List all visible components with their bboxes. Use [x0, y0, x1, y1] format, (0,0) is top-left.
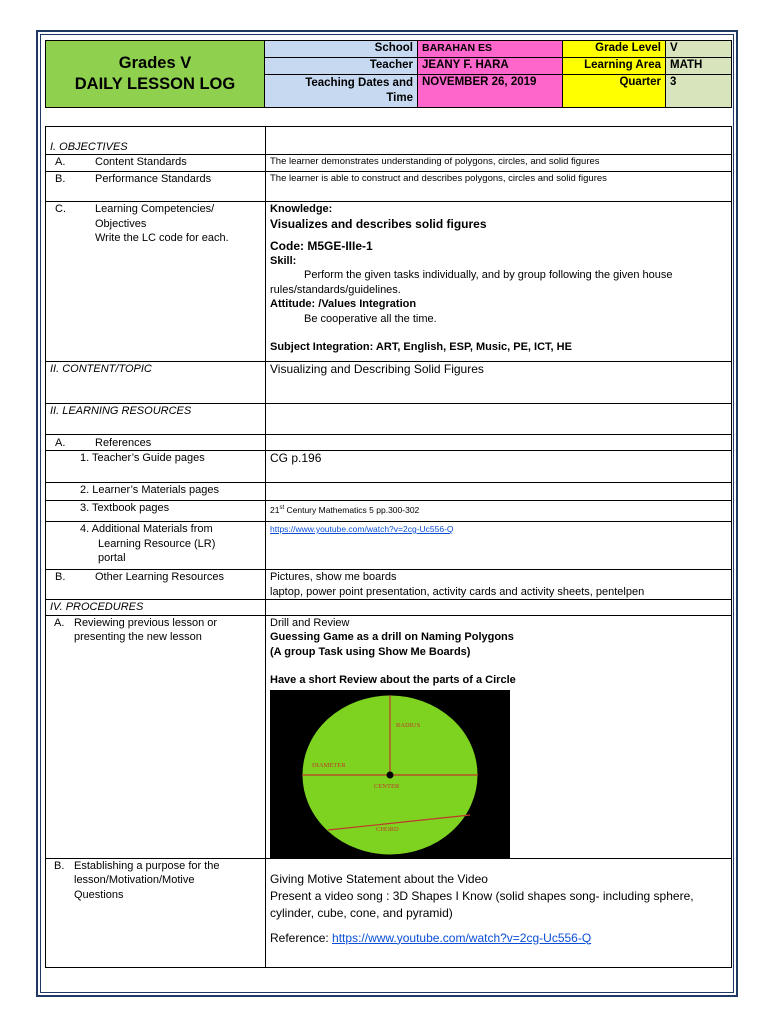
title-grade: Grades V [118, 54, 192, 72]
title-daily-lesson-log: DAILY LESSON LOG [74, 75, 236, 93]
procedures-heading: IV. PROCEDURES [46, 600, 266, 616]
learning-resources-heading: II. LEARNING RESOURCES [46, 404, 266, 435]
learners-materials-empty [266, 483, 732, 501]
objectives-heading: I. OBJECTIVES [46, 127, 266, 155]
quarter-value: 3 [666, 75, 732, 108]
learning-area-value: MATH [666, 58, 732, 75]
attitude-label: Attitude: /Values Integration [270, 298, 417, 310]
lc-code: Code: M5GE-IIIe-1 [270, 239, 373, 253]
content-standards-label: A. Content Standards [46, 155, 266, 172]
radius-label: RADIUS [396, 721, 421, 729]
short-review: Have a short Review about the parts of a Circle [270, 674, 516, 686]
teaching-dates-value: NOVEMBER 26, 2019 [418, 75, 563, 108]
quarter-label: Quarter [563, 75, 666, 108]
circle-parts-diagram [270, 690, 510, 858]
attitude-value: Be cooperative all the time. [304, 312, 437, 325]
other-resources-value: Pictures, show me boards laptop, power point presentation, activity cards and activity sheets, pentelpen [266, 570, 732, 600]
textbook-pages-label: 3. Textbook pages [46, 501, 266, 522]
content-standards-value: The learner demonstrates understanding of polygons, circles, and solid figures [266, 155, 732, 172]
video-song: Present a video song : 3D Shapes I Know (solid shapes song- including sphere, cylinder, cube, cone, and pyramid) [270, 888, 694, 920]
group-task: (A group Task using Show Me Boards) [270, 645, 471, 658]
guessing-game: Guessing Game as a drill on Naming Polygons [270, 631, 514, 643]
learning-area-label: Learning Area [563, 58, 666, 75]
chord-label: CHORD [376, 825, 399, 833]
performance-standards-label: B. Performance Standards [46, 172, 266, 202]
procedures-heading-empty [266, 600, 732, 616]
diameter-label: DIAMETER [312, 761, 346, 769]
skill-value: Perform the given tasks individually, and by group following the given house rules/standards/guidelines. [270, 269, 673, 296]
reviewing-lesson-label: A. Reviewing previous lesson or presenting the new lesson [46, 615, 266, 858]
school-label: School [265, 41, 418, 58]
lesson-table [45, 126, 732, 968]
teacher-label: Teacher [265, 58, 418, 75]
center-label: CENTER [374, 782, 400, 790]
learning-competencies-label: C. Learning Competencies/ Objectives Write the LC code for each. [46, 202, 266, 362]
school-value: BARAHAN ES [418, 41, 563, 58]
references-label: A. References [46, 435, 266, 451]
learning-competencies-value [266, 202, 732, 362]
additional-materials-value [266, 522, 732, 570]
knowledge-label: Knowledge: [270, 203, 333, 215]
textbook-pages-value: 21st Century Mathematics 5 pp.300-302 [266, 501, 732, 522]
teachers-guide-value: CG p.196 [266, 451, 732, 483]
content-topic-heading: II. CONTENT/TOPIC [46, 362, 266, 404]
grade-level-label: Grade Level [563, 41, 666, 58]
learning-resources-empty [266, 404, 732, 435]
reference-link[interactable]: https://www.youtube.com/watch?v=2cg-Uc556-Q [332, 930, 592, 945]
learners-materials-label: 2. Learner’s Materials pages [46, 483, 266, 501]
additional-materials-label: 4. Additional Materials from Learning Resource (LR) portal [46, 522, 266, 570]
establishing-purpose-label: B. Establishing a purpose for the lesson/Motivation/Motive Questions [46, 858, 266, 967]
teaching-dates-label: Teaching Dates and Time [265, 75, 418, 108]
subject-integration: Subject Integration: ART, English, ESP, Music, PE, ICT, HE [270, 341, 572, 353]
knowledge-value: Visualizes and describes solid figures [270, 216, 487, 231]
lesson-log-title [46, 41, 265, 108]
header-table [45, 40, 732, 108]
teacher-value: JEANY F. HARA [418, 58, 563, 75]
drill-review: Drill and Review [270, 616, 350, 629]
reviewing-lesson-value [266, 615, 732, 858]
performance-standards-value: The learner is able to construct and describes polygons, circles and solid figures [266, 172, 732, 202]
grade-level-value: V [666, 41, 732, 58]
reference-line: Reference: https://www.youtube.com/watch?v=2cg-Uc556-Q [270, 930, 592, 945]
objectives-heading-empty [266, 127, 732, 155]
references-empty [266, 435, 732, 451]
other-resources-label: B. Other Learning Resources [46, 570, 266, 600]
center-dot [387, 771, 394, 778]
additional-materials-link[interactable]: https://www.youtube.com/watch?v=2cg-Uc556-Q [270, 524, 454, 534]
establishing-purpose-value [266, 858, 732, 967]
motive-statement: Giving Motive Statement about the Video [270, 871, 488, 886]
skill-label: Skill: [270, 254, 297, 267]
content-topic-value: Visualizing and Describing Solid Figures [266, 362, 732, 404]
teachers-guide-label: 1. Teacher’s Guide pages [46, 451, 266, 483]
